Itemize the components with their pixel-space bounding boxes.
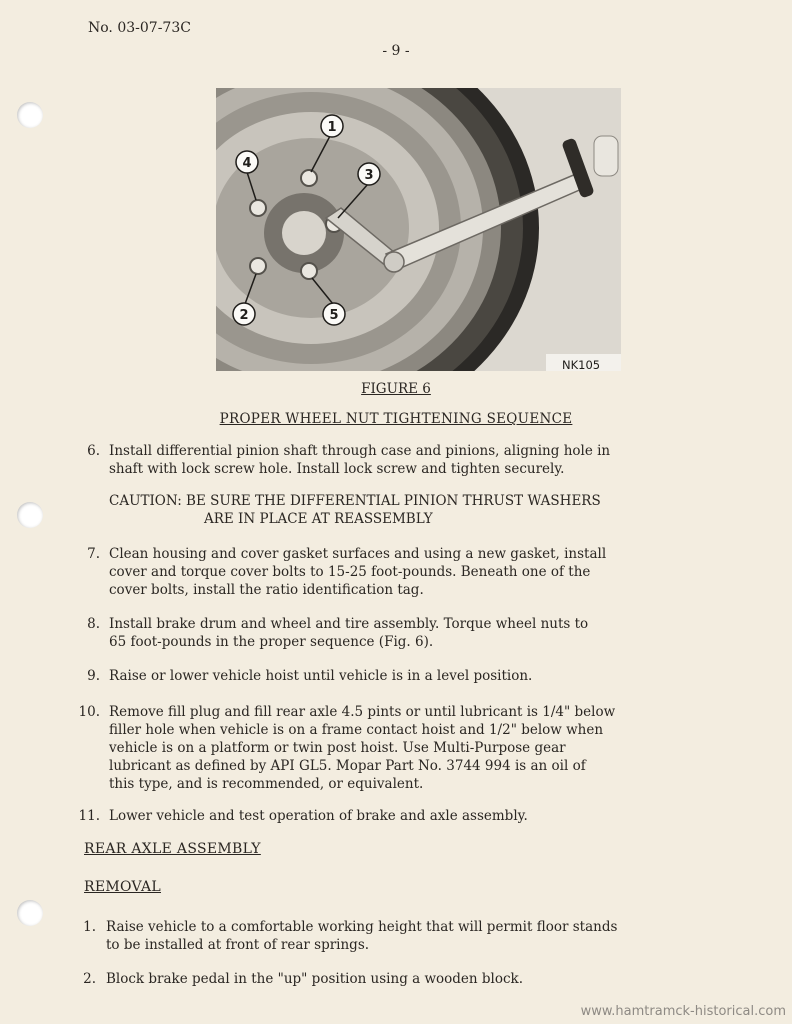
step-number: 9. [87,668,100,684]
lug-nut [250,258,266,274]
svg-text:5: 5 [329,308,339,323]
svg-text:2: 2 [239,308,249,323]
step-text: Install differential pinion shaft through case and pinions, aligning hole in shaft with lock screw hole. Install lock screw and tighten securely. [109,443,611,477]
lug-nut [301,170,317,186]
lug-nut [250,200,266,216]
figure-caption: FIGURE 6 [361,381,431,397]
step-text: Install brake drum and wheel and tire assembly. Torque wheel nuts to 65 foot-pounds in the proper sequence (Fig. 6). [109,616,589,650]
caution-line: CAUTION: BE SURE THE DIFFERENTIAL PINION THRUST WASHERS [109,493,601,509]
page-number: - 9 - [382,43,410,59]
caution-line: ARE IN PLACE AT REASSEMBLY [204,511,433,527]
callout-2 [233,303,255,325]
figure-code: NK105 [562,358,601,371]
step-number: 7. [87,546,100,562]
binder-hole [17,502,43,528]
svg-text:1: 1 [327,120,337,135]
callout-5 [323,303,345,325]
figure-title: PROPER WHEEL NUT TIGHTENING SEQUENCE [219,411,573,427]
callout-4 [236,151,258,173]
wheel-illustration [216,88,621,371]
step-number: 1. [83,919,96,935]
step-text: Block brake pedal in the "up" position using a wooden block. [106,971,524,987]
step-text: Remove fill plug and fill rear axle 4.5 pints or until lubricant is 1/4" below filler hole when vehicle is on a frame contact hoist and 1/2" below when vehicle is on a platform or twin post hoist. Use Multi-Purpose gear lubricant as defined by API GL5. Mopar Part No. 3744 994 is an oil of this type, and is recommended, or equivalent. [109,704,616,792]
hand-shape [594,136,618,176]
step-number: 11. [78,808,100,824]
step-number: 10. [78,704,100,720]
caution-note [109,492,601,528]
callout-3 [358,163,380,185]
step-number: 2. [83,971,96,987]
binder-hole [17,102,43,128]
step-number: 8. [87,616,100,632]
step-text: Clean housing and cover gasket surfaces and using a new gasket, install cover and torque cover bolts to 15-25 foot-pounds. Beneath one of the cover bolts, install the ratio identification tag. [109,546,607,598]
svg-text:4: 4 [242,156,252,171]
site-watermark: www.hamtramck-historical.com [580,1004,786,1019]
section-subheading: REMOVAL [84,879,161,895]
step-text: Lower vehicle and test operation of brake and axle assembly. [109,808,528,824]
wheel-figure [216,88,621,371]
svg-text:3: 3 [364,168,374,183]
step-text: Raise vehicle to a comfortable working height that will permit floor stands to be installed at front of rear springs. [106,919,618,953]
document-number: No. 03-07-73C [88,20,191,36]
lug-nut [301,263,317,279]
section-heading: REAR AXLE ASSEMBLY [84,841,261,857]
step-text: Raise or lower vehicle hoist until vehicle is in a level position. [109,668,533,684]
callout-1 [321,115,343,137]
step-number: 6. [87,443,100,459]
binder-hole [17,900,43,926]
